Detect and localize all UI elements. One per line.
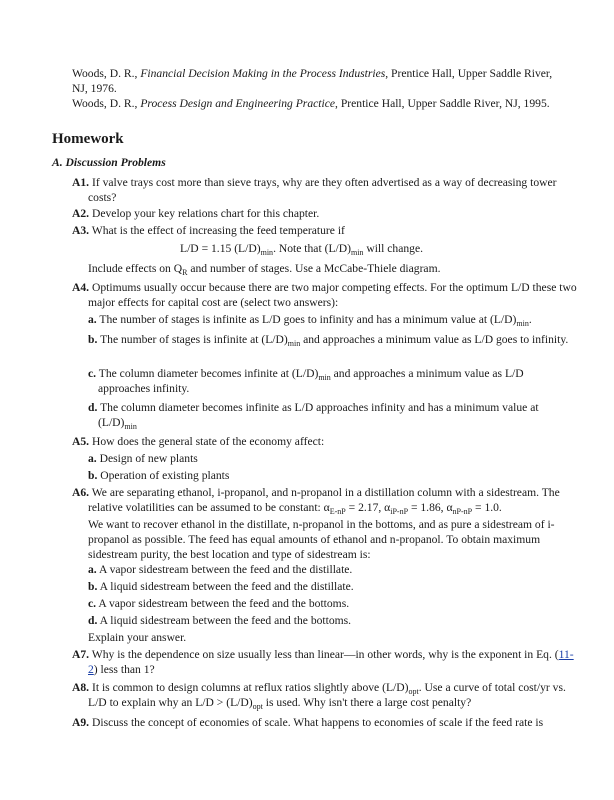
a6-option-d: d. A liquid sidestream between the feed and the bottoms. <box>88 614 352 627</box>
a3-equation: L/D = 1.15 $(L/D)_{min}$. Note that $(L/D)_{min}$ will change. <box>180 242 423 257</box>
a3-note: Include effects on $Q_R$ and number of stages. Use a McCabe-Thiele diagram. <box>88 262 441 277</box>
question-a5: A5. How does the general state of the economy affect: <box>72 435 325 448</box>
question-a1: A1. If valve trays cost more than sieve trays, why are they often advertised as a way of decreasing tower costs? <box>72 176 557 204</box>
question-a8: A8. It is common to design columns at reflux ratios slightly above $(L/D)_{opt}$. Use a curve of total cost/yr vs. L/D to explain why an $L/D > (L/D)_{opt}$ is used. Why isn't there a large cost penalty? <box>72 681 566 711</box>
a6-option-b: b. A liquid sidestream between the feed and the distillate. <box>88 580 354 593</box>
reference-1: Woods, D. R., Financial Decision Making in the Process Industries, Prentice Hall, Upper Saddle River, NJ, 1976. <box>72 67 553 95</box>
a4-option-d: d. The column diameter becomes infinite as L/D approaches infinity and has a minimum value at $(L/D)_{min}$ <box>88 401 539 431</box>
a5-option-b: b. Operation of existing plants <box>88 469 230 482</box>
question-a6: A6. We are separating ethanol, i-propanol, and n-propanol in a distillation column with a sidestream. The relative volatilities can be assumed to be constant: $\alpha_{E-nP} = 2.17$, $\alpha_{iP-nP} = 1.86$, $\alpha_{nP-nP} = 1.0$. <box>72 486 560 516</box>
a6-paragraph-2: We want to recover ethanol in the distillate, n-propanol in the bottoms, and as pure a sidestream of i-propanol as possible. The feed has equal amounts of ethanol and n-propanol. To obtain maximum sidestream purity, the best location and type of sidestream is: <box>88 518 555 561</box>
question-a7: A7. Why is the dependence on size usually less than linear—in other words, why is the exponent in Eq. (11-2) less than 1? <box>72 648 574 676</box>
a4-option-a: a. The number of stages is infinite as L/D goes to infinity and has a minimum value at $(L/D)_{min}$. <box>88 313 532 328</box>
a6-explain: Explain your answer. <box>88 631 187 644</box>
reference-2: Woods, D. R., Process Design and Engineering Practice, Prentice Hall, Upper Saddle River, NJ, 1995. <box>72 97 550 110</box>
a5-option-a: a. Design of new plants <box>88 452 198 465</box>
a4-option-c: c. The column diameter becomes infinite at $(L/D)_{min}$ and approaches a minimum value as L/D approaches infinity. <box>88 367 524 395</box>
a6-option-a: a. A vapor sidestream between the feed and the distillate. <box>88 563 353 576</box>
a6-option-c: c. A vapor sidestream between the feed and the bottoms. <box>88 597 350 610</box>
question-a4: A4. Optimums usually occur because there are two major competing effects. For the optimum L/D these two major effects for capital cost are (select two answers): <box>72 281 577 309</box>
equation-link-11-2[interactable]: 11-2 <box>88 648 574 676</box>
question-a9: A9. Discuss the concept of economies of scale. What happens to economies of scale if the feed rate is <box>72 716 544 729</box>
question-a2: A2. Develop your key relations chart for this chapter. <box>72 207 320 220</box>
question-a3: A3. What is the effect of increasing the feed temperature if <box>72 224 345 237</box>
section-a-heading: A. Discussion Problems <box>52 156 166 169</box>
homework-heading: Homework <box>52 131 124 147</box>
a4-option-b: b. The number of stages is infinite at $(L/D)_{min}$ and approaches a minimum value as L/D goes to infinity. <box>88 333 569 348</box>
